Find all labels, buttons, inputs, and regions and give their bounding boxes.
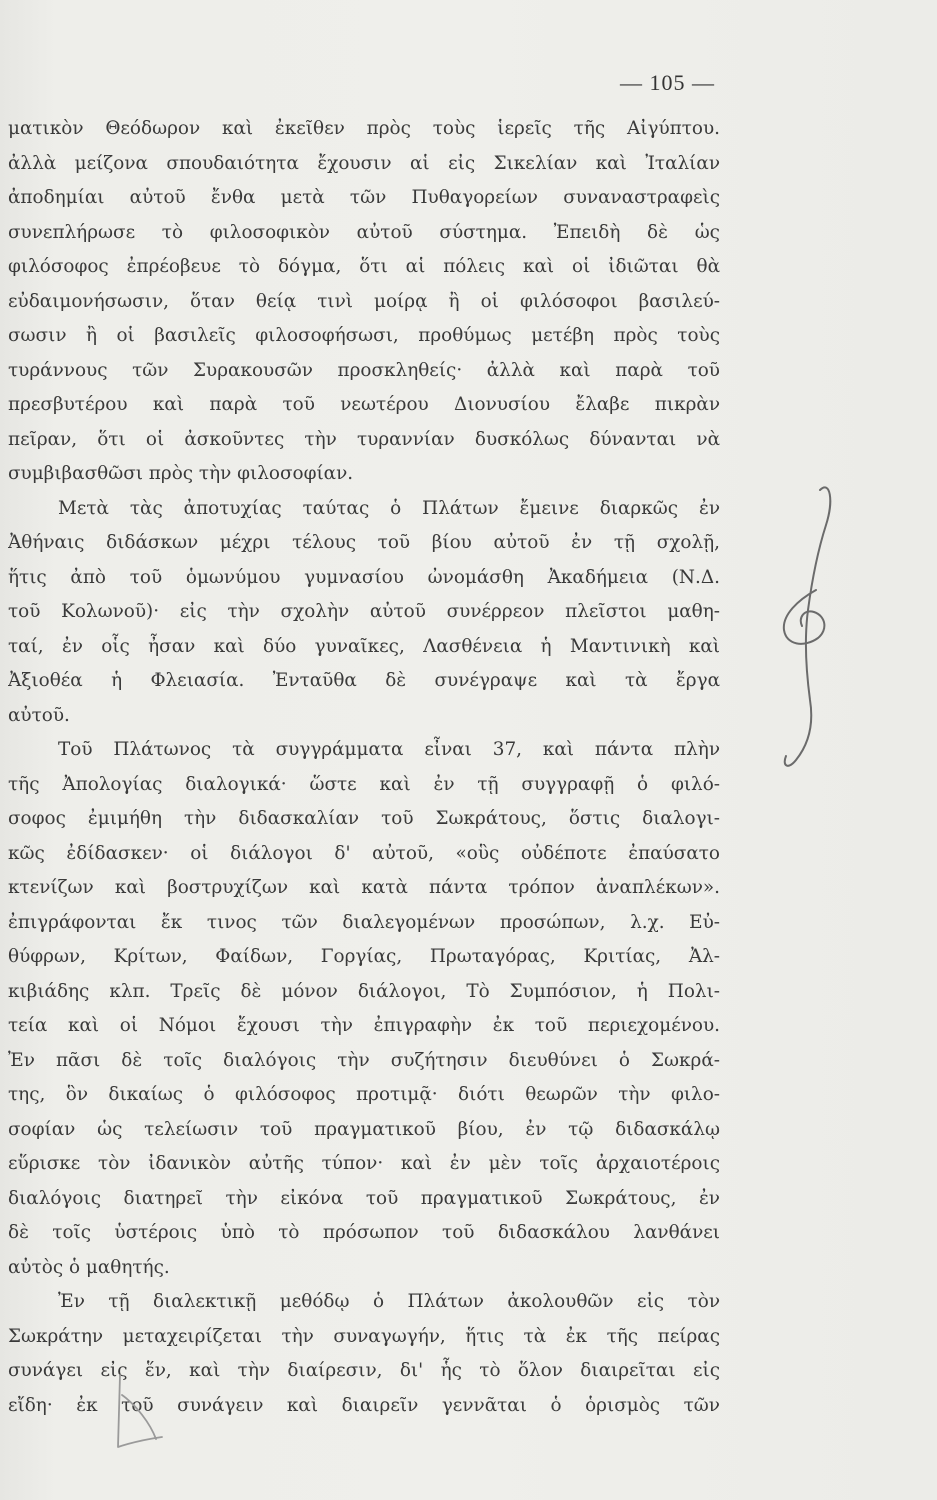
text-line: σοφίαν ὡς τελείωσιν τοῦ πραγματικοῦ βίου, ἐν τῷ διδασκάλῳ [8,1118,720,1140]
text-line: θύφρων, Κρίτων, Φαίδων, Γοργίας, Πρωταγόρας, Κριτίας, Ἀλ- [8,946,720,967]
text-line: τοῦ Κολωνοῦ)· εἰς τὴν σχολὴν αὐτοῦ συνέρρεον πλεῖστοι μαθη- [8,601,720,622]
text-line: ἀλλὰ μείζονα σπουδαιότητα ἔχουσιν αἱ εἰς Σικελίαν καὶ Ἰταλίαν [8,152,720,174]
body-text [8,112,720,1423]
text-line: εἴδη· ἐκ τοῦ συνάγειν καὶ διαιρεῖν γεννᾶται ὁ ὁρισμὸς τῶν [8,1394,720,1416]
text-line: αὐτοῦ. [8,704,70,726]
text-line: πρεσβυτέρου καὶ παρὰ τοῦ νεωτέρου Διονυσίου ἔλαβε πικρὰν [8,394,720,415]
text-line: τῆς Ἀπολογίας διαλογικά· ὥστε καὶ ἐν τῇ συγγραφῇ ὁ φιλό- [8,773,720,795]
text-line: αὐτὸς ὁ μαθητής. [8,1256,170,1278]
text-line: φιλόσοφος ἐπρέοβευε τὸ δόγμα, ὅτι αἱ πόλεις καὶ οἱ ἰδιῶται θὰ [8,256,720,277]
treble-clef-icon [768,470,838,780]
text-line: Σωκράτην μεταχειρίζεται τὴν συναγωγήν, ἥτις τὰ ἐκ τῆς πείρας [8,1325,720,1347]
pencil-letter-icon [100,1365,170,1455]
text-line: εὐδαιμονήσωσιν, ὅταν θείᾳ τινὶ μοίρᾳ ἢ οἱ φιλόσοφοι βασιλεύ- [8,290,720,312]
text-line: τυράννους τῶν Συρακουσῶν προσκληθείς· ἀλλὰ καὶ παρὰ τοῦ [8,359,720,381]
text-line: τεία καὶ οἱ Νόμοι ἔχουσι τὴν ἐπιγραφὴν ἐκ τοῦ περιεχομένου. [8,1015,720,1036]
text-line: σοφος ἐμιμήθη τὴν διδασκαλίαν τοῦ Σωκράτους, ὅστις διαλογι- [8,808,720,829]
paragraph-first-line: Ἐν τῇ διαλεκτικῇ μεθόδῳ ὁ Πλάτων ἀκολουθῶν εἰς τὸν [58,1291,720,1312]
text-line: κτενίζων καὶ βοστρυχίζων καὶ κατὰ πάντα τρόπον ἀναπλέκων». [8,877,720,898]
text-line: ἥτις ἀπὸ τοῦ ὁμωνύμου γυμνασίου ὠνομάσθη Ἀκαδήμεια (Ν.Δ. [8,566,720,588]
text-line: συνεπλήρωσε τὸ φιλοσοφικὸν αὐτοῦ σύστημα. Ἐπειδὴ δὲ ὡς [8,221,720,243]
text-line: Ἀθήναις διδάσκων μέχρι τέλους τοῦ βίου αὐτοῦ ἐν τῇ σχολῇ, [8,532,720,553]
paragraph-first-line: Μετὰ τὰς ἀποτυχίας ταύτας ὁ Πλάτων ἔμεινε διαρκῶς ἐν [58,497,720,519]
text-line: κιβιάδης κλπ. Τρεῖς δὲ μόνον διάλογοι, Τὸ Συμπόσιον, ἡ Πολι- [8,980,720,1002]
text-line: συμβιβασθῶσι πρὸς τὴν φιλοσοφίαν. [8,463,354,484]
text-line: Ἀξιοθέα ἡ Φλειασία. Ἐνταῦθα δὲ συνέγραψε καὶ τὰ ἔργα [8,670,720,691]
text-line: Ἐν πᾶσι δὲ τοῖς διαλόγοις τὴν συζήτησιν διευθύνει ὁ Σωκρά- [8,1049,720,1071]
text-line: πεῖραν, ὅτι οἱ ἀσκοῦντες τὴν τυραννίαν δυσκόλως δύνανται νὰ [8,428,720,450]
text-line: σωσιν ἢ οἱ βασιλεῖς φιλοσοφήσωσι, προθύμως μετέβη πρὸς τοὺς [8,325,720,346]
text-line: της, ὃν δικαίως ὁ φιλόσοφος προτιμᾷ· διότι θεωρῶν τὴν φιλο- [8,1084,720,1105]
text-line: ἀποδημίαι αὐτοῦ ἔνθα μετὰ τῶν Πυθαγορείων συναναστραφεὶς [8,187,720,208]
text-line: ἐπιγράφονται ἔκ τινος τῶν διαλεγομένων προσώπων, λ.χ. Εὐ- [8,911,720,933]
text-line: εὕρισκε τὸν ἰδανικὸν αὐτῆς τύπον· καὶ ἐν μὲν τοῖς ἀρχαιοτέροις [8,1153,720,1174]
text-line: διαλόγοις διατηρεῖ τὴν εἰκόνα τοῦ πραγματικοῦ Σωκράτους, ἐν [8,1187,720,1209]
text-line: δὲ τοῖς ὑστέροις ὑπὸ τὸ πρόσωπον τοῦ διδασκάλου λανθάνει [8,1222,720,1243]
page-number: — 105 — [620,70,715,95]
text-line: ματικὸν Θεόδωρον καὶ ἐκεῖθεν πρὸς τοὺς ἱερεῖς τῆς Αἰγύπτου. [8,118,720,139]
text-line: ταί, ἐν οἷς ἦσαν καὶ δύο γυναῖκες, Λασθένεια ἡ Μαντινικὴ καὶ [8,635,720,657]
paragraph-first-line: Τοῦ Πλάτωνος τὰ συγγράμματα εἶναι 37, καὶ πάντα πλὴν [58,739,720,760]
text-line: κῶς ἐδίδασκεν· οἱ διάλογοι δ' αὐτοῦ, «οὓς οὐδέποτε ἐπαύσατο [8,842,720,864]
text-line: συνάγει εἰς ἕν, καὶ τὴν διαίρεσιν, δι' ἧς τὸ ὅλον διαιρεῖται εἰς [8,1360,720,1381]
